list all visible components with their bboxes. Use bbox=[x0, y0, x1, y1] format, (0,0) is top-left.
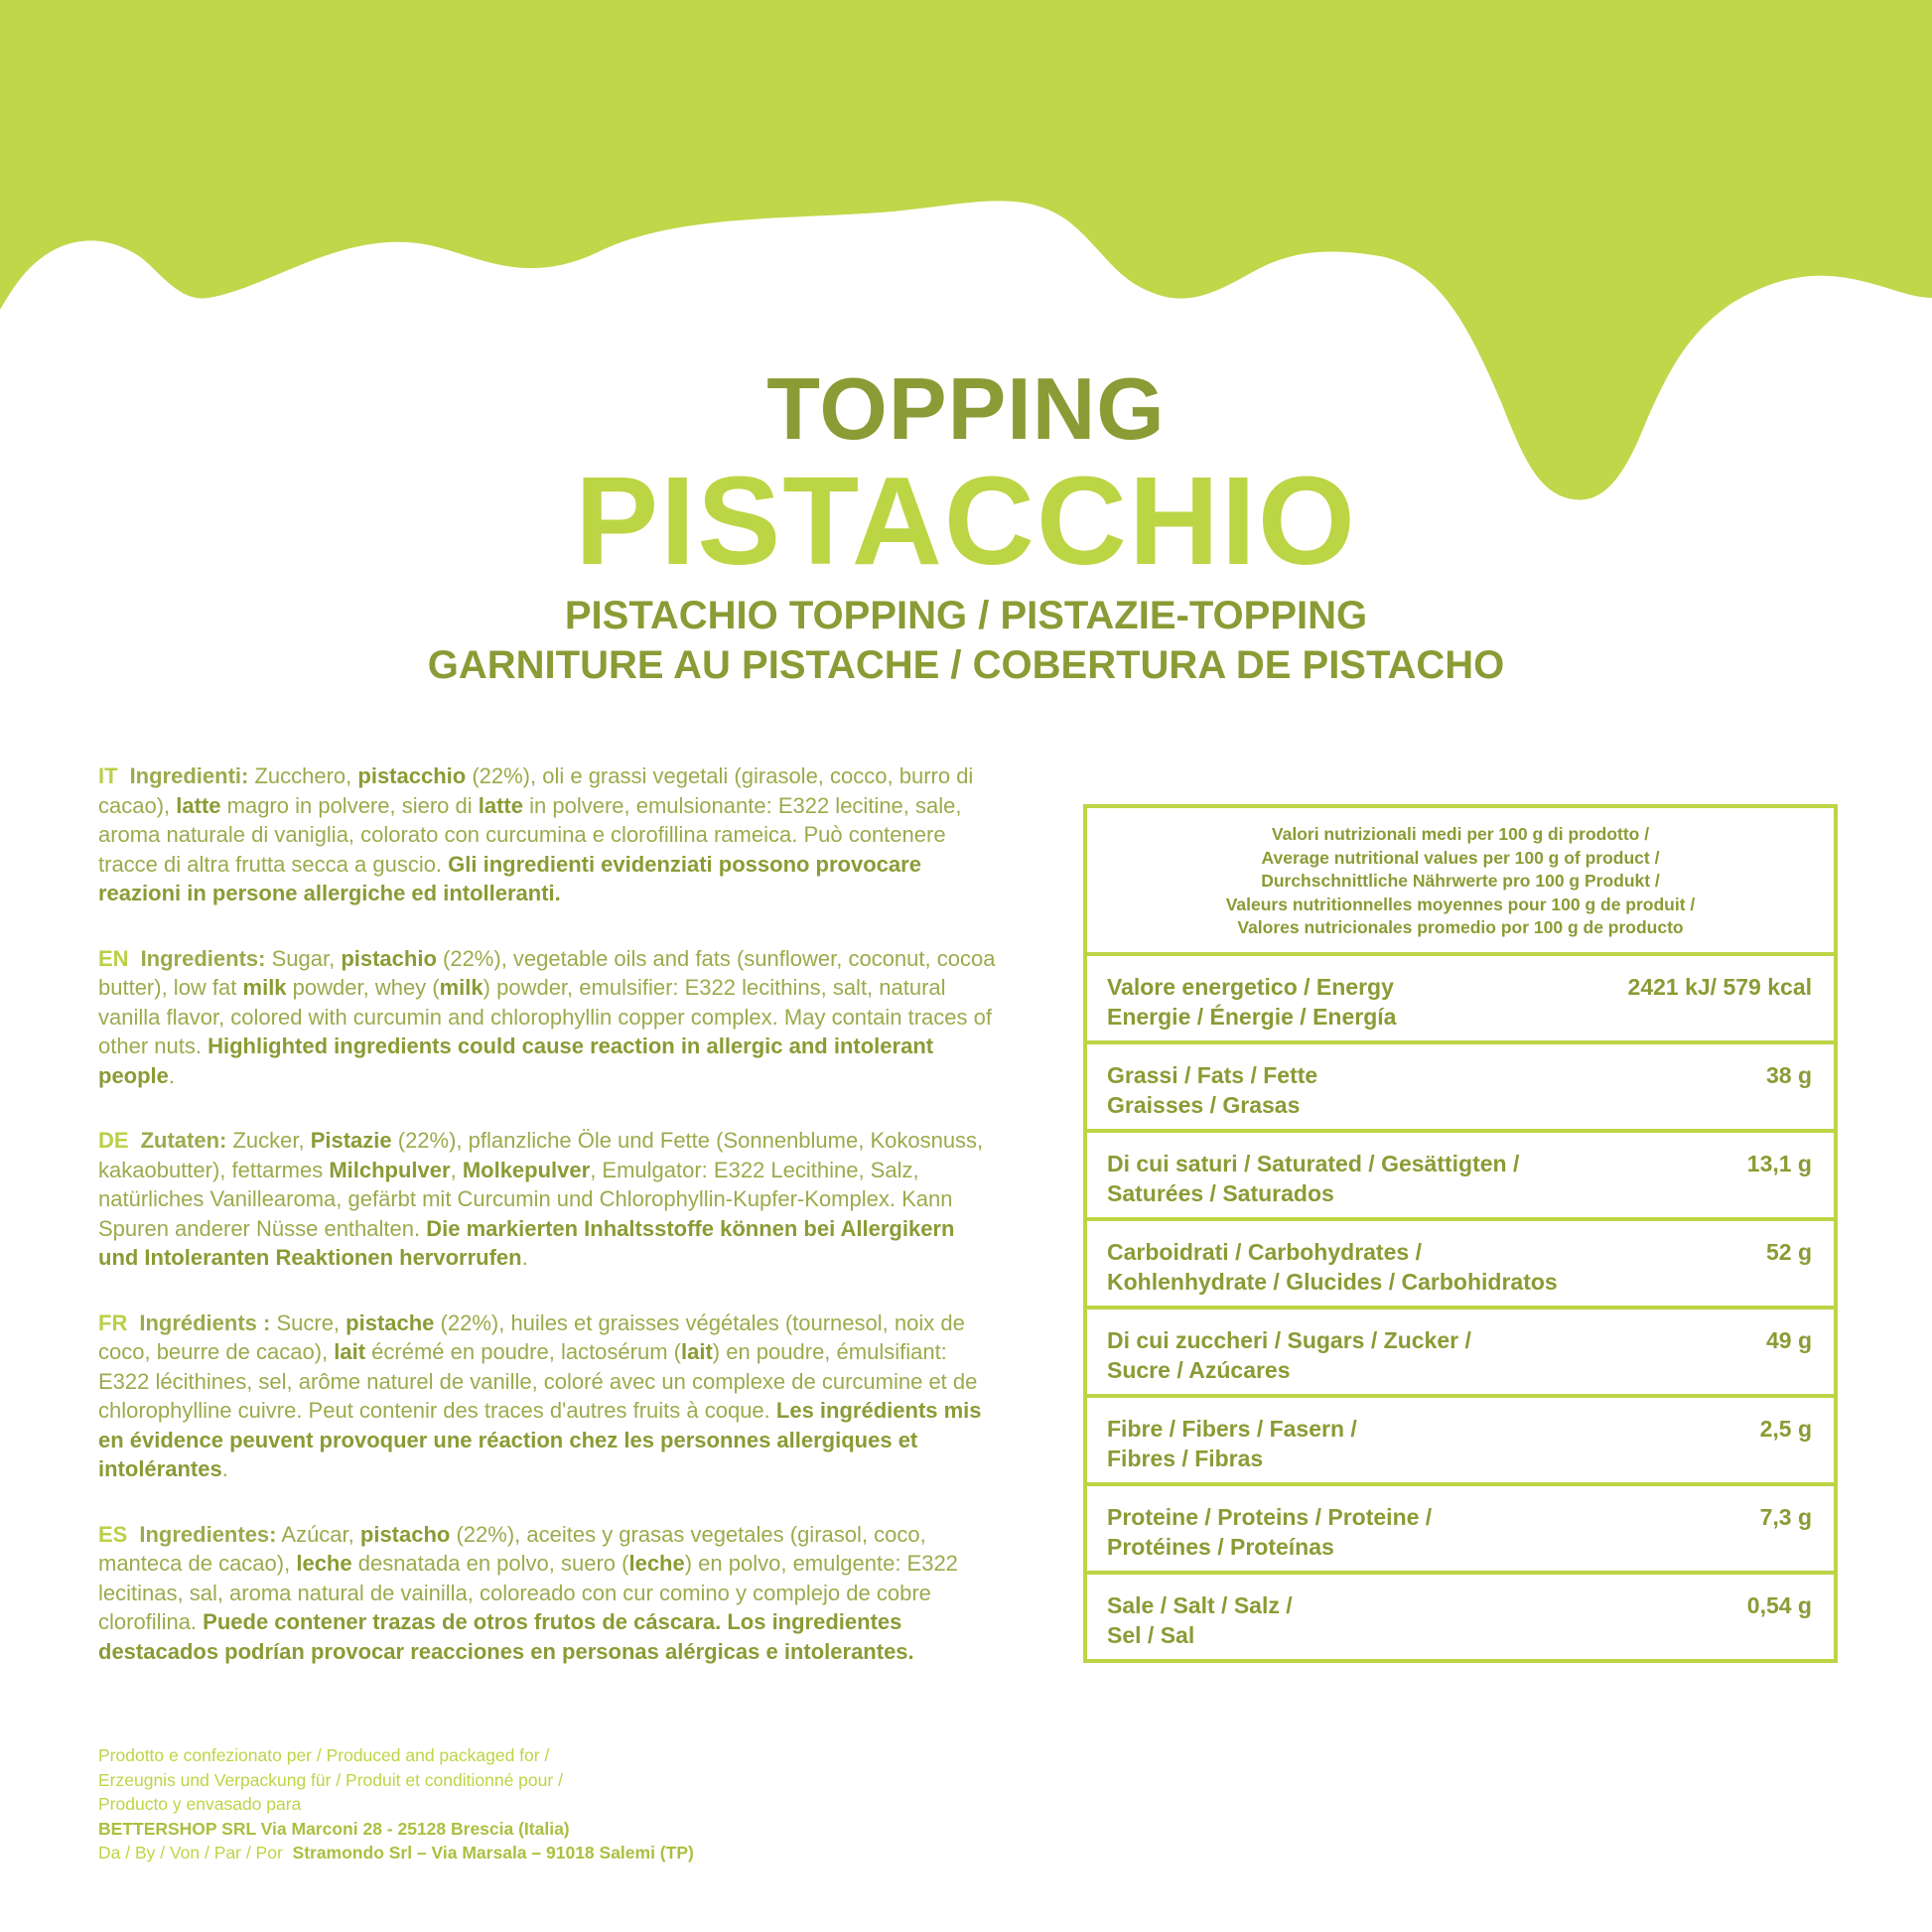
nutrition-row bbox=[1087, 1310, 1834, 1398]
footer-line-1: Prodotto e confezionato per / Produced and packaged for / bbox=[98, 1745, 550, 1765]
nutrition-header-line: Valori nutrizionali medi per 100 g di prodotto / bbox=[1271, 824, 1650, 844]
nutrient-name-line-2: Sucre / Azúcares bbox=[1107, 1356, 1291, 1383]
language-code: FR bbox=[98, 1310, 128, 1335]
ingredients-text: , Emulgator: E322 Lecithine, Salz, natürliches Vanillearoma, gefärbt mit Curcumin und Chlorophyllin-Kupfer-Komplex. Kann Spuren anderer Nüsse enthalten. bbox=[98, 1157, 953, 1241]
ingredients-text: . bbox=[221, 1456, 228, 1481]
nutrient-name-line-2: Protéines / Proteínas bbox=[1107, 1533, 1334, 1560]
ingredients-section bbox=[98, 761, 997, 1702]
ingredients-text: ) powder, emulsifier: E322 lecithins, salt, natural vanilla flavor, colored with curcumin and chlorophyllin copper complex. May contain traces of other nuts. bbox=[98, 975, 992, 1058]
language-code: ES bbox=[98, 1521, 128, 1547]
nutrient-name bbox=[1107, 972, 1623, 1032]
nutrient-name-line-2: Energie / Énergie / Energía bbox=[1107, 1003, 1397, 1030]
ingredients-es bbox=[98, 1520, 997, 1667]
nutrient-name-line-2: Saturées / Saturados bbox=[1107, 1179, 1334, 1206]
nutrition-row bbox=[1087, 1044, 1834, 1133]
nutrition-rows bbox=[1087, 956, 1834, 1659]
nutrient-name-line-2: Fibres / Fibras bbox=[1107, 1445, 1264, 1471]
allergen-highlight: milk bbox=[242, 975, 287, 1000]
ingredients-label: Ingredienti: bbox=[129, 763, 249, 788]
allergen-highlight: lait bbox=[334, 1339, 366, 1364]
allergen-highlight: Pistazie bbox=[310, 1128, 392, 1153]
allergen-highlight: pistacho bbox=[359, 1521, 451, 1547]
footer-line-2: Erzeugnis und Verpackung für / Produit et conditionné pour / bbox=[98, 1769, 563, 1790]
nutrition-row bbox=[1087, 1398, 1834, 1486]
nutrient-name bbox=[1107, 1502, 1623, 1562]
footer-producer-line bbox=[98, 1841, 694, 1865]
allergen-highlight: Die markierten Inhaltsstoffe können bei Allergikern und Intoleranten Reaktionen hervorrufen bbox=[98, 1215, 955, 1270]
language-code: IT bbox=[98, 763, 118, 788]
subtitle-line-2: GARNITURE AU PISTACHE / COBERTURA DE PISTACHO bbox=[427, 643, 1505, 687]
footer-company: BETTERSHOP SRL Via Marconi 28 - 25128 Brescia (Italia) bbox=[98, 1818, 570, 1839]
ingredients-text: (22%), vegetable oils and fats (sunflower, coconut, cocoa butter), low fat bbox=[98, 945, 996, 1000]
ingredients-text: . bbox=[521, 1245, 528, 1270]
ingredients-text: desnatada en polvo, suero ( bbox=[351, 1551, 629, 1576]
nutrient-value: 13,1 g bbox=[1746, 1150, 1812, 1176]
allergen-highlight: pistacchio bbox=[357, 763, 467, 788]
ingredients-de bbox=[98, 1126, 997, 1273]
allergen-highlight: pistachio bbox=[341, 945, 437, 971]
nutrition-row bbox=[1087, 1486, 1834, 1575]
allergen-highlight: milk bbox=[439, 975, 483, 1000]
allergen-highlight: lait bbox=[680, 1339, 713, 1364]
allergen-highlight: Milchpulver bbox=[329, 1157, 451, 1182]
nutrient-value: 7,3 g bbox=[1759, 1503, 1812, 1530]
nutrition-row bbox=[1087, 1133, 1834, 1221]
ingredients-text: (22%), huiles et graisses végétales (tournesol, noix de coco, beurre de cacao), bbox=[98, 1310, 965, 1364]
subtitle-line-1: PISTACHIO TOPPING / PISTAZIE-TOPPING bbox=[564, 594, 1368, 637]
nutrient-name bbox=[1107, 1237, 1623, 1297]
nutrient-name bbox=[1107, 1590, 1623, 1650]
nutrient-name bbox=[1107, 1060, 1623, 1120]
ingredients-label: Ingredientes: bbox=[139, 1521, 277, 1547]
nutrient-name-line-1: Valore energetico / Energy bbox=[1107, 973, 1394, 1000]
language-code: DE bbox=[98, 1128, 129, 1153]
nutrient-name-line-1: Di cui zuccheri / Sugars / Zucker / bbox=[1107, 1326, 1471, 1353]
nutrient-value: 38 g bbox=[1765, 1061, 1812, 1088]
nutrient-name bbox=[1107, 1414, 1623, 1473]
nutrient-value: 49 g bbox=[1765, 1326, 1812, 1353]
nutrient-name-line-1: Fibre / Fibers / Fasern / bbox=[1107, 1415, 1357, 1442]
nutrition-header-line: Average nutritional values per 100 g of product / bbox=[1261, 847, 1660, 868]
ingredients-text: Zucchero, bbox=[248, 763, 358, 788]
allergen-highlight: Molkepulver bbox=[462, 1157, 591, 1182]
nutrient-name bbox=[1107, 1325, 1623, 1385]
ingredients-text: powder, whey ( bbox=[286, 975, 440, 1000]
allergen-highlight: pistache bbox=[345, 1310, 435, 1335]
ingredients-text: , bbox=[450, 1157, 463, 1182]
nutrient-name-line-2: Sel / Sal bbox=[1107, 1621, 1195, 1648]
nutrition-row bbox=[1087, 956, 1834, 1044]
ingredients-text: (22%), oli e grassi vegetali (girasole, cocco, burro di cacao), bbox=[98, 763, 974, 818]
nutrition-header-line: Valores nutricionales promedio por 100 g de producto bbox=[1237, 917, 1684, 937]
nutrient-value: 2,5 g bbox=[1759, 1415, 1812, 1442]
nutrient-name-line-2: Kohlenhydrate / Glucides / Carbohidratos bbox=[1107, 1268, 1558, 1295]
allergen-highlight: leche bbox=[628, 1551, 685, 1576]
allergen-highlight: Highlighted ingredients could cause reaction in allergic and intolerant people bbox=[98, 1034, 934, 1088]
footer-line-3: Producto y envasado para bbox=[98, 1794, 302, 1814]
title-topping: TOPPING bbox=[766, 359, 1166, 458]
nutrient-name-line-1: Carboidrati / Carbohydrates / bbox=[1107, 1238, 1422, 1265]
nutrition-row bbox=[1087, 1221, 1834, 1310]
ingredients-label: Ingrédients : bbox=[139, 1310, 271, 1335]
nutrition-header-line: Valeurs nutritionnelles moyennes pour 100 g de produit / bbox=[1225, 894, 1696, 914]
footer-producer: Stramondo Srl – Via Marsala – 91018 Salemi (TP) bbox=[292, 1843, 694, 1863]
nutrition-table-header bbox=[1087, 808, 1834, 956]
allergen-highlight: Puede contener trazas de otros frutos de cáscara. Los ingredientes destacados podrían provocar reacciones en personas alérgicas e intolerantes. bbox=[98, 1609, 914, 1664]
allergen-highlight: leche bbox=[296, 1551, 352, 1576]
ingredients-text: Azúcar, bbox=[276, 1521, 360, 1547]
nutrient-name bbox=[1107, 1149, 1623, 1208]
ingredients-text: Sugar, bbox=[265, 945, 342, 971]
allergen-highlight: latte bbox=[478, 792, 523, 818]
nutrient-value: 2421 kJ/ 579 kcal bbox=[1627, 973, 1812, 1000]
allergen-highlight: Les ingrédients mis en évidence peuvent provoquer une réaction chez les personnes allergiques et intolérantes bbox=[98, 1398, 982, 1481]
nutrient-name-line-1: Di cui saturi / Saturated / Gesättigten / bbox=[1107, 1150, 1520, 1176]
ingredients-text: écrémé en poudre, lactosérum ( bbox=[365, 1339, 681, 1364]
ingredients-label: Ingredients: bbox=[140, 945, 266, 971]
ingredients-text: (22%), pflanzliche Öle und Fette (Sonnenblume, Kokosnuss, kakaobutter), fettarmes bbox=[98, 1128, 984, 1182]
ingredients-text: ) en poudre, émulsifiant: E322 lécithines, sel, arôme naturel de vanille, coloré avec un complexe de curcumine et de chlorophylline cuivre. Peut contenir des traces d'autres fruits à coque. bbox=[98, 1339, 978, 1423]
allergen-highlight: Gli ingredienti evidenziati possono provocare reazioni in persone allergiche ed intolleranti. bbox=[98, 851, 921, 905]
ingredients-text: in polvere, emulsionante: E322 lecitine, sale, aroma naturale di vaniglia, colorato con curcumina e clorofillina rameica. Può contenere tracce di altra frutta secca a guscio. bbox=[98, 792, 962, 877]
ingredients-text: Sucre, bbox=[270, 1310, 346, 1335]
ingredients-text: Zucker, bbox=[226, 1128, 311, 1153]
ingredients-text: (22%), aceites y grasas vegetales (girasol, coco, manteca de cacao), bbox=[98, 1521, 926, 1576]
producer-footer bbox=[98, 1743, 694, 1865]
footer-by-prefix: Da / By / Von / Par / Por bbox=[98, 1843, 283, 1863]
nutrition-row bbox=[1087, 1575, 1834, 1659]
nutrient-name-line-2: Graisses / Grasas bbox=[1107, 1091, 1301, 1118]
ingredients-text: magro in polvere, siero di bbox=[220, 792, 479, 818]
nutrient-name-line-1: Proteine / Proteins / Proteine / bbox=[1107, 1503, 1433, 1530]
allergen-highlight: latte bbox=[176, 792, 221, 818]
language-code: EN bbox=[98, 945, 129, 971]
ingredients-fr bbox=[98, 1309, 997, 1484]
ingredients-en bbox=[98, 944, 997, 1091]
nutrient-value: 0,54 g bbox=[1746, 1591, 1812, 1618]
ingredients-it bbox=[98, 761, 997, 908]
nutrition-table bbox=[1083, 804, 1838, 1663]
ingredients-label: Zutaten: bbox=[140, 1128, 227, 1153]
ingredients-text: . bbox=[168, 1062, 176, 1088]
ingredients-text: ) en polvo, emulgente: E322 lecitinas, sal, aroma natural de vainilla, coloreado con cur comino y complejo de cobre clorofilina. bbox=[98, 1551, 958, 1634]
nutrient-name-line-1: Sale / Salt / Salz / bbox=[1107, 1591, 1293, 1618]
nutrient-value: 52 g bbox=[1765, 1238, 1812, 1265]
title-pistacchio: PISTACCHIO bbox=[575, 451, 1357, 591]
nutrient-name-line-1: Grassi / Fats / Fette bbox=[1107, 1061, 1318, 1088]
nutrition-header-line: Durchschnittliche Nährwerte pro 100 g Produkt / bbox=[1261, 871, 1660, 891]
